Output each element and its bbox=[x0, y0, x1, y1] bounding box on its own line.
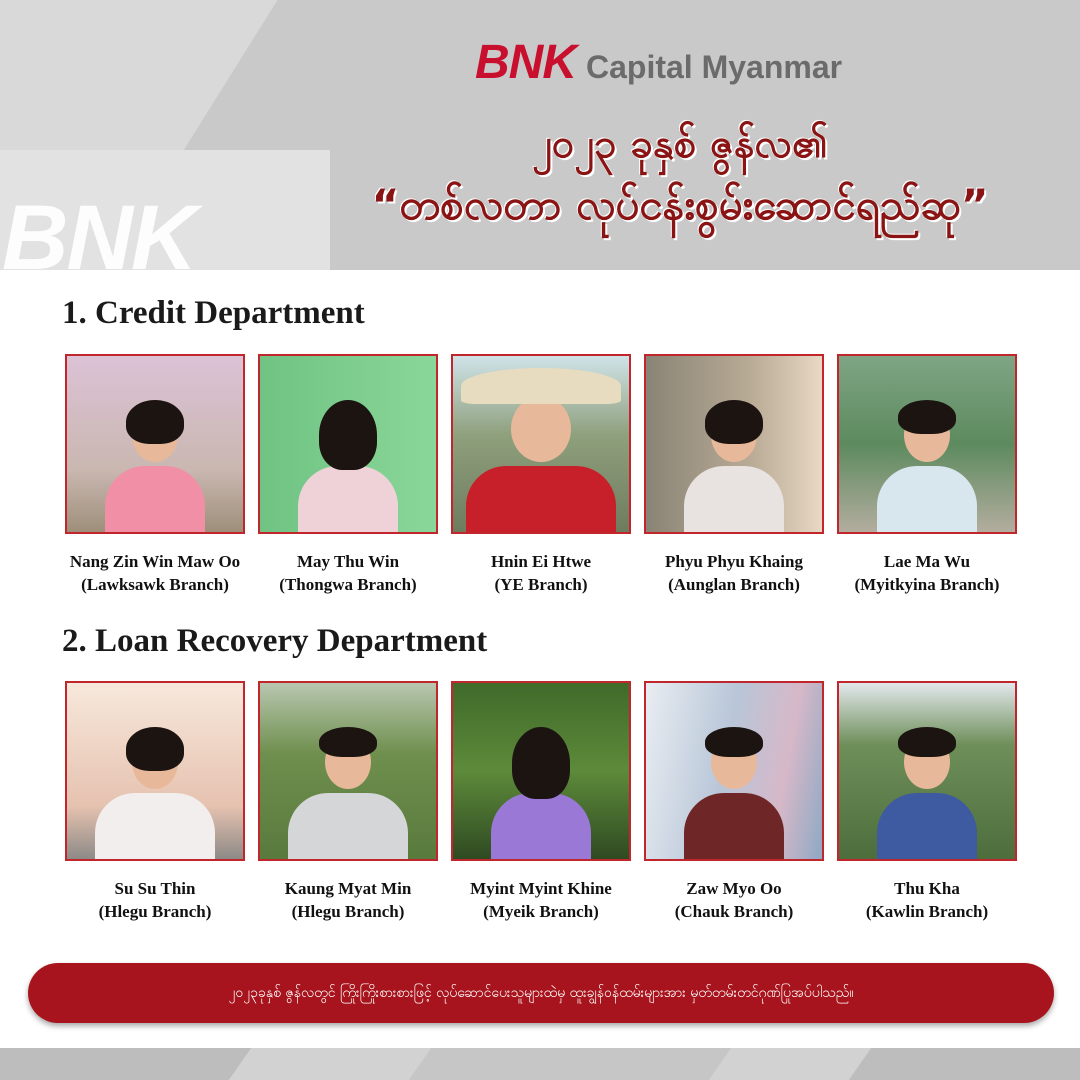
employee-branch: (Chauk Branch) bbox=[674, 902, 794, 921]
employee-card bbox=[837, 681, 1017, 923]
employee-branch: (Thongwa Branch) bbox=[279, 575, 417, 594]
employee-photo bbox=[837, 354, 1017, 534]
employee-photo bbox=[258, 354, 438, 534]
employee-card bbox=[644, 681, 824, 923]
employee-card bbox=[65, 354, 245, 596]
employee-branch: (Myitkyina Branch) bbox=[854, 575, 1000, 594]
employee-card bbox=[65, 681, 245, 923]
header-band bbox=[0, 0, 1080, 270]
employee-card bbox=[451, 354, 631, 596]
section-title-loan-recovery: 2. Loan Recovery Department bbox=[62, 623, 488, 659]
headline-line-1: ၂၀၂၃ ခုနှစ် ဇွန်လ၏ bbox=[532, 121, 828, 167]
employee-branch: (Hlegu Branch) bbox=[291, 902, 405, 921]
employee-branch: (Hlegu Branch) bbox=[98, 902, 212, 921]
employee-name: Phyu Phyu Khaing bbox=[665, 552, 803, 571]
employee-card bbox=[451, 681, 631, 923]
bnk-watermark-logo: BNK bbox=[2, 187, 196, 270]
employee-photo bbox=[65, 354, 245, 534]
footer-decor-strip bbox=[0, 1048, 1080, 1080]
employee-name: Zaw Myo Oo bbox=[686, 879, 782, 898]
employee-name: Myint Myint Khine bbox=[470, 879, 612, 898]
recognition-banner-text: ၂၀၂၃ခုနှစ် ဇွန်လတွင် ကြိုးကြိုးစားစားဖြင့် လုပ်ဆောင်ပေးသူများထဲမှ ထူးချွန်ဝန်ထမ်းများအား မှတ်တမ်းတင်ဂုဏ်ပြုအပ်ပါသည်။ bbox=[228, 984, 854, 1001]
employee-photo bbox=[258, 681, 438, 861]
section-title-credit: 1. Credit Department bbox=[62, 295, 365, 331]
employee-branch: (Kawlin Branch) bbox=[865, 902, 989, 921]
brand-logo bbox=[475, 35, 842, 90]
employee-name: Hnin Ei Htwe bbox=[490, 552, 592, 571]
recognition-banner bbox=[28, 963, 1054, 1023]
brand-name: Capital Myanmar bbox=[586, 49, 843, 85]
employee-card bbox=[837, 354, 1017, 596]
bnk-logo-mark: BNK bbox=[475, 36, 576, 89]
employee-branch: (Aunglan Branch) bbox=[668, 575, 800, 594]
loan-recovery-department-grid bbox=[65, 681, 1017, 923]
employee-photo bbox=[644, 354, 824, 534]
employee-name: Lae Ma Wu bbox=[883, 552, 971, 571]
employee-branch: (Lawksawk Branch) bbox=[81, 575, 229, 594]
employee-name: Nang Zin Win Maw Oo bbox=[69, 552, 241, 571]
credit-department-grid bbox=[65, 354, 1017, 596]
employee-name: Su Su Thin bbox=[114, 879, 196, 898]
employee-name: Kaung Myat Min bbox=[284, 879, 412, 898]
employee-photo bbox=[837, 681, 1017, 861]
headline-line-2: “တစ်လတာ လုပ်ငန်းစွမ်းဆောင်ရည်ဆု” bbox=[371, 180, 989, 229]
employee-branch: (YE Branch) bbox=[494, 575, 588, 594]
employee-branch: (Myeik Branch) bbox=[483, 902, 599, 921]
employee-name: May Thu Win bbox=[296, 552, 400, 571]
employee-photo bbox=[451, 354, 631, 534]
employee-name: Thu Kha bbox=[894, 879, 960, 898]
employee-card bbox=[258, 354, 438, 596]
employee-photo bbox=[451, 681, 631, 861]
employee-photo bbox=[65, 681, 245, 861]
employee-photo bbox=[644, 681, 824, 861]
employee-card bbox=[644, 354, 824, 596]
employee-card bbox=[258, 681, 438, 923]
